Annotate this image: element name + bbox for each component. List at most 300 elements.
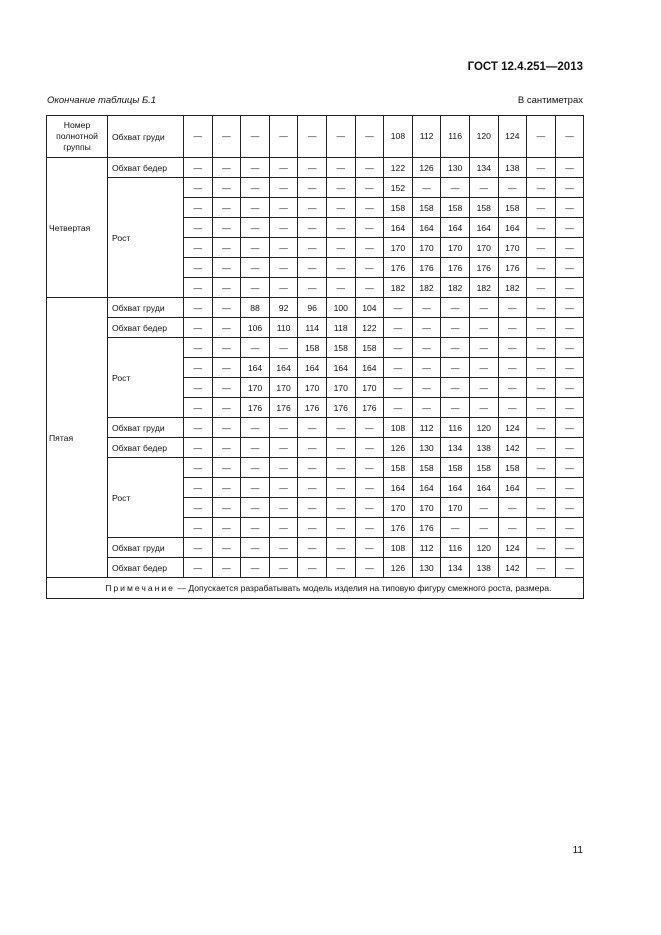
value-cell: 164 — [412, 478, 441, 498]
value-cell: 176 — [384, 518, 413, 538]
value-cell: 118 — [326, 318, 355, 338]
value-cell: — — [184, 358, 213, 378]
note-cell — [47, 578, 584, 599]
value-cell: — — [184, 338, 213, 358]
value-cell: — — [384, 378, 413, 398]
value-cell: 170 — [326, 378, 355, 398]
value-cell: — — [555, 398, 584, 418]
value-cell: 108 — [384, 538, 413, 558]
value-cell: 170 — [241, 378, 270, 398]
value-cell: 158 — [326, 338, 355, 358]
table-row — [47, 458, 584, 478]
value-cell: 108 — [384, 116, 413, 158]
value-cell: — — [355, 198, 384, 218]
value-cell: 120 — [469, 538, 498, 558]
value-cell: — — [384, 338, 413, 358]
value-cell: — — [269, 478, 298, 498]
value-cell: — — [241, 278, 270, 298]
value-cell: — — [269, 438, 298, 458]
value-cell: — — [527, 538, 556, 558]
value-cell: — — [412, 358, 441, 378]
value-cell: — — [269, 278, 298, 298]
value-cell: — — [241, 178, 270, 198]
value-cell: 170 — [469, 238, 498, 258]
value-cell: 120 — [469, 116, 498, 158]
value-cell: — — [498, 298, 527, 318]
value-cell: 96 — [298, 298, 327, 318]
value-cell: — — [298, 538, 327, 558]
group-cell: Пятая — [47, 298, 108, 578]
note-text: — Допускается разрабатывать модель изделия на типовую фигуру смежного роста, размера. — [174, 583, 552, 593]
value-cell: — — [527, 178, 556, 198]
value-cell: — — [298, 218, 327, 238]
value-cell: — — [355, 116, 384, 158]
value-cell: 176 — [412, 258, 441, 278]
value-cell: — — [212, 418, 241, 438]
value-cell: — — [498, 338, 527, 358]
value-cell: — — [241, 116, 270, 158]
value-cell: — — [527, 478, 556, 498]
value-cell: 116 — [441, 116, 470, 158]
value-cell: — — [555, 358, 584, 378]
value-cell: — — [212, 538, 241, 558]
value-cell: — — [527, 418, 556, 438]
value-cell: 116 — [441, 418, 470, 438]
value-cell: 176 — [498, 258, 527, 278]
value-cell: — — [355, 478, 384, 498]
value-cell: — — [269, 198, 298, 218]
param-cell: Обхват бедер — [108, 158, 184, 178]
value-cell: — — [384, 398, 413, 418]
value-cell: 122 — [384, 158, 413, 178]
value-cell: — — [441, 378, 470, 398]
value-cell: — — [269, 338, 298, 358]
value-cell: — — [241, 438, 270, 458]
value-cell: — — [412, 338, 441, 358]
value-cell: — — [555, 278, 584, 298]
value-cell: — — [326, 438, 355, 458]
value-cell: — — [441, 518, 470, 538]
value-cell: — — [269, 418, 298, 438]
value-cell: — — [241, 538, 270, 558]
table-row — [47, 438, 584, 458]
value-cell: — — [441, 298, 470, 318]
table-row — [47, 318, 584, 338]
param-cell: Обхват груди — [108, 538, 184, 558]
value-cell: 114 — [298, 318, 327, 338]
value-cell: 100 — [326, 298, 355, 318]
value-cell: — — [527, 198, 556, 218]
value-cell: 164 — [384, 218, 413, 238]
value-cell: — — [184, 298, 213, 318]
value-cell: — — [184, 278, 213, 298]
value-cell: — — [469, 518, 498, 538]
value-cell: — — [527, 518, 556, 538]
value-cell: — — [441, 338, 470, 358]
value-cell: — — [355, 178, 384, 198]
value-cell: — — [527, 458, 556, 478]
value-cell: — — [498, 398, 527, 418]
value-cell: — — [555, 558, 584, 578]
value-cell: 116 — [441, 538, 470, 558]
value-cell: — — [412, 378, 441, 398]
value-cell: 124 — [498, 538, 527, 558]
value-cell: 164 — [298, 358, 327, 378]
value-cell: 182 — [412, 278, 441, 298]
value-cell: 124 — [498, 116, 527, 158]
value-cell: — — [498, 498, 527, 518]
value-cell: 158 — [469, 458, 498, 478]
value-cell: — — [241, 478, 270, 498]
value-cell: — — [241, 418, 270, 438]
value-cell: 152 — [384, 178, 413, 198]
value-cell: — — [241, 338, 270, 358]
value-cell: 130 — [441, 158, 470, 178]
value-cell: 126 — [384, 438, 413, 458]
value-cell: — — [527, 238, 556, 258]
value-cell: 108 — [384, 418, 413, 438]
value-cell: — — [241, 218, 270, 238]
value-cell: — — [355, 558, 384, 578]
value-cell: 182 — [384, 278, 413, 298]
value-cell: — — [184, 178, 213, 198]
value-cell: 176 — [384, 258, 413, 278]
value-cell: — — [555, 518, 584, 538]
value-cell: 176 — [469, 258, 498, 278]
value-cell: — — [212, 398, 241, 418]
value-cell: — — [527, 378, 556, 398]
table-row — [47, 338, 584, 358]
value-cell: — — [498, 178, 527, 198]
value-cell: — — [498, 318, 527, 338]
value-cell: — — [212, 178, 241, 198]
value-cell: — — [241, 238, 270, 258]
value-cell: 170 — [298, 378, 327, 398]
param-cell: Обхват груди — [108, 116, 184, 158]
group-cell: Четвертая — [47, 158, 108, 298]
value-cell: 110 — [269, 318, 298, 338]
value-cell: — — [184, 498, 213, 518]
value-cell: — — [469, 398, 498, 418]
value-cell: — — [184, 318, 213, 338]
value-cell: — — [184, 398, 213, 418]
value-cell: — — [212, 238, 241, 258]
value-cell: — — [326, 158, 355, 178]
value-cell: — — [298, 558, 327, 578]
value-cell: 170 — [412, 498, 441, 518]
param-cell: Обхват бедер — [108, 558, 184, 578]
value-cell: 112 — [412, 418, 441, 438]
value-cell: — — [527, 318, 556, 338]
value-cell: — — [298, 116, 327, 158]
value-cell: — — [212, 358, 241, 378]
value-cell: — — [527, 116, 556, 158]
value-cell: — — [269, 558, 298, 578]
value-cell: — — [184, 558, 213, 578]
value-cell: — — [212, 318, 241, 338]
value-cell: — — [212, 158, 241, 178]
value-cell: — — [241, 458, 270, 478]
value-cell: 134 — [469, 158, 498, 178]
value-cell: — — [212, 218, 241, 238]
value-cell: — — [355, 418, 384, 438]
value-cell: 158 — [441, 198, 470, 218]
value-cell: 134 — [441, 438, 470, 458]
value-cell: 112 — [412, 538, 441, 558]
size-table — [46, 115, 584, 599]
value-cell: — — [298, 178, 327, 198]
value-cell: — — [527, 358, 556, 378]
value-cell: — — [212, 478, 241, 498]
value-cell: — — [269, 498, 298, 518]
value-cell: 176 — [241, 398, 270, 418]
value-cell: — — [326, 458, 355, 478]
value-cell: — — [355, 498, 384, 518]
value-cell: — — [412, 298, 441, 318]
value-cell: — — [469, 178, 498, 198]
value-cell: — — [326, 218, 355, 238]
value-cell: — — [355, 538, 384, 558]
value-cell: — — [326, 478, 355, 498]
value-cell: — — [469, 338, 498, 358]
value-cell: 164 — [441, 478, 470, 498]
value-cell: — — [212, 278, 241, 298]
value-cell: — — [384, 318, 413, 338]
value-cell: — — [269, 116, 298, 158]
value-cell: 124 — [498, 418, 527, 438]
value-cell: — — [555, 218, 584, 238]
value-cell: — — [441, 318, 470, 338]
value-cell: 106 — [241, 318, 270, 338]
table-row — [47, 116, 584, 158]
value-cell: — — [441, 398, 470, 418]
value-cell: — — [527, 278, 556, 298]
value-cell: — — [527, 398, 556, 418]
value-cell: — — [527, 158, 556, 178]
value-cell: — — [184, 438, 213, 458]
standard-code: ГОСТ 12.4.251—2013 — [467, 61, 583, 73]
value-cell: 142 — [498, 558, 527, 578]
value-cell: 158 — [355, 338, 384, 358]
value-cell: — — [355, 258, 384, 278]
value-cell: — — [212, 198, 241, 218]
value-cell: 126 — [384, 558, 413, 578]
value-cell: — — [355, 158, 384, 178]
value-cell: 164 — [412, 218, 441, 238]
page-number: 11 — [572, 845, 583, 856]
value-cell: 158 — [384, 198, 413, 218]
value-cell: — — [326, 558, 355, 578]
value-cell: — — [469, 358, 498, 378]
value-cell: — — [241, 198, 270, 218]
value-cell: — — [184, 258, 213, 278]
param-cell: Обхват бедер — [108, 438, 184, 458]
value-cell: — — [355, 438, 384, 458]
value-cell: — — [555, 298, 584, 318]
value-cell: — — [212, 518, 241, 538]
value-cell: 158 — [298, 338, 327, 358]
param-cell: Обхват бедер — [108, 318, 184, 338]
value-cell: 170 — [384, 498, 413, 518]
value-cell: 170 — [441, 238, 470, 258]
value-cell: 138 — [469, 558, 498, 578]
value-cell: — — [212, 438, 241, 458]
value-cell: — — [555, 318, 584, 338]
value-cell: 164 — [326, 358, 355, 378]
value-cell: — — [269, 178, 298, 198]
value-cell: — — [298, 198, 327, 218]
value-cell: — — [326, 178, 355, 198]
value-cell: — — [298, 478, 327, 498]
value-cell: — — [184, 458, 213, 478]
value-cell: — — [298, 518, 327, 538]
value-cell: 158 — [384, 458, 413, 478]
value-cell: — — [326, 518, 355, 538]
value-cell: — — [384, 358, 413, 378]
value-cell: — — [469, 318, 498, 338]
value-cell: — — [212, 558, 241, 578]
param-cell: Рост — [108, 178, 184, 298]
value-cell: — — [184, 158, 213, 178]
value-cell: 158 — [412, 458, 441, 478]
value-cell: — — [298, 278, 327, 298]
value-cell: 176 — [269, 398, 298, 418]
value-cell: — — [355, 218, 384, 238]
value-cell: — — [326, 238, 355, 258]
group-cell: Номер полнотной группы — [47, 116, 108, 158]
value-cell: 92 — [269, 298, 298, 318]
value-cell: — — [298, 258, 327, 278]
value-cell: — — [555, 438, 584, 458]
units-label: В сантиметрах — [517, 95, 583, 106]
value-cell: — — [298, 498, 327, 518]
value-cell: 176 — [326, 398, 355, 418]
value-cell: — — [555, 238, 584, 258]
value-cell: — — [555, 418, 584, 438]
value-cell: — — [184, 198, 213, 218]
value-cell: — — [269, 218, 298, 238]
value-cell: — — [527, 558, 556, 578]
value-cell: 182 — [441, 278, 470, 298]
value-cell: — — [241, 518, 270, 538]
value-cell: — — [326, 258, 355, 278]
value-cell: — — [555, 538, 584, 558]
value-cell: — — [298, 438, 327, 458]
value-cell: — — [555, 258, 584, 278]
value-cell: — — [355, 518, 384, 538]
value-cell: — — [527, 338, 556, 358]
value-cell: 170 — [498, 238, 527, 258]
value-cell: 126 — [412, 158, 441, 178]
value-cell: 182 — [498, 278, 527, 298]
note-row — [47, 578, 584, 599]
value-cell: — — [184, 478, 213, 498]
param-cell: Обхват груди — [108, 418, 184, 438]
table-caption: Окончание таблицы Б.1 — [47, 95, 157, 106]
value-cell: — — [412, 318, 441, 338]
value-cell: — — [355, 278, 384, 298]
value-cell: — — [326, 498, 355, 518]
value-cell: — — [298, 158, 327, 178]
value-cell: 158 — [498, 198, 527, 218]
value-cell: 164 — [269, 358, 298, 378]
table-row — [47, 298, 584, 318]
value-cell: — — [527, 298, 556, 318]
table-row — [47, 178, 584, 198]
value-cell: — — [555, 338, 584, 358]
value-cell: — — [298, 418, 327, 438]
value-cell: 164 — [241, 358, 270, 378]
value-cell: — — [241, 498, 270, 518]
value-cell: — — [212, 498, 241, 518]
value-cell: — — [555, 378, 584, 398]
note-label: Примечание — [105, 583, 175, 593]
value-cell: — — [441, 178, 470, 198]
value-cell: 158 — [412, 198, 441, 218]
value-cell: 170 — [412, 238, 441, 258]
value-cell: 88 — [241, 298, 270, 318]
value-cell: — — [184, 518, 213, 538]
value-cell: — — [184, 218, 213, 238]
value-cell: — — [269, 158, 298, 178]
value-cell: — — [441, 358, 470, 378]
value-cell: — — [527, 438, 556, 458]
value-cell: 164 — [441, 218, 470, 238]
value-cell: 112 — [412, 116, 441, 158]
table-row — [47, 538, 584, 558]
value-cell: — — [269, 238, 298, 258]
value-cell: — — [527, 218, 556, 238]
value-cell: — — [212, 338, 241, 358]
value-cell: — — [298, 458, 327, 478]
value-cell: — — [527, 258, 556, 278]
value-cell: — — [498, 358, 527, 378]
value-cell: — — [184, 418, 213, 438]
param-cell: Рост — [108, 458, 184, 538]
value-cell: — — [469, 298, 498, 318]
value-cell: 176 — [355, 398, 384, 418]
value-cell: — — [269, 258, 298, 278]
table-row — [47, 418, 584, 438]
value-cell: — — [212, 378, 241, 398]
value-cell: 122 — [355, 318, 384, 338]
param-cell: Рост — [108, 338, 184, 418]
value-cell: — — [212, 258, 241, 278]
value-cell: 130 — [412, 438, 441, 458]
value-cell: — — [555, 158, 584, 178]
value-cell: 176 — [298, 398, 327, 418]
value-cell: — — [326, 278, 355, 298]
value-cell: 164 — [355, 358, 384, 378]
value-cell: — — [355, 238, 384, 258]
value-cell: 170 — [441, 498, 470, 518]
param-cell: Обхват груди — [108, 298, 184, 318]
value-cell: 120 — [469, 418, 498, 438]
value-cell: 130 — [412, 558, 441, 578]
value-cell: 170 — [384, 238, 413, 258]
value-cell: — — [555, 116, 584, 158]
value-cell: 164 — [384, 478, 413, 498]
value-cell: — — [326, 198, 355, 218]
value-cell: 176 — [412, 518, 441, 538]
value-cell: — — [184, 116, 213, 158]
value-cell: — — [469, 498, 498, 518]
table-row — [47, 558, 584, 578]
value-cell: — — [412, 398, 441, 418]
value-cell: — — [326, 418, 355, 438]
value-cell: 134 — [441, 558, 470, 578]
value-cell: 142 — [498, 438, 527, 458]
